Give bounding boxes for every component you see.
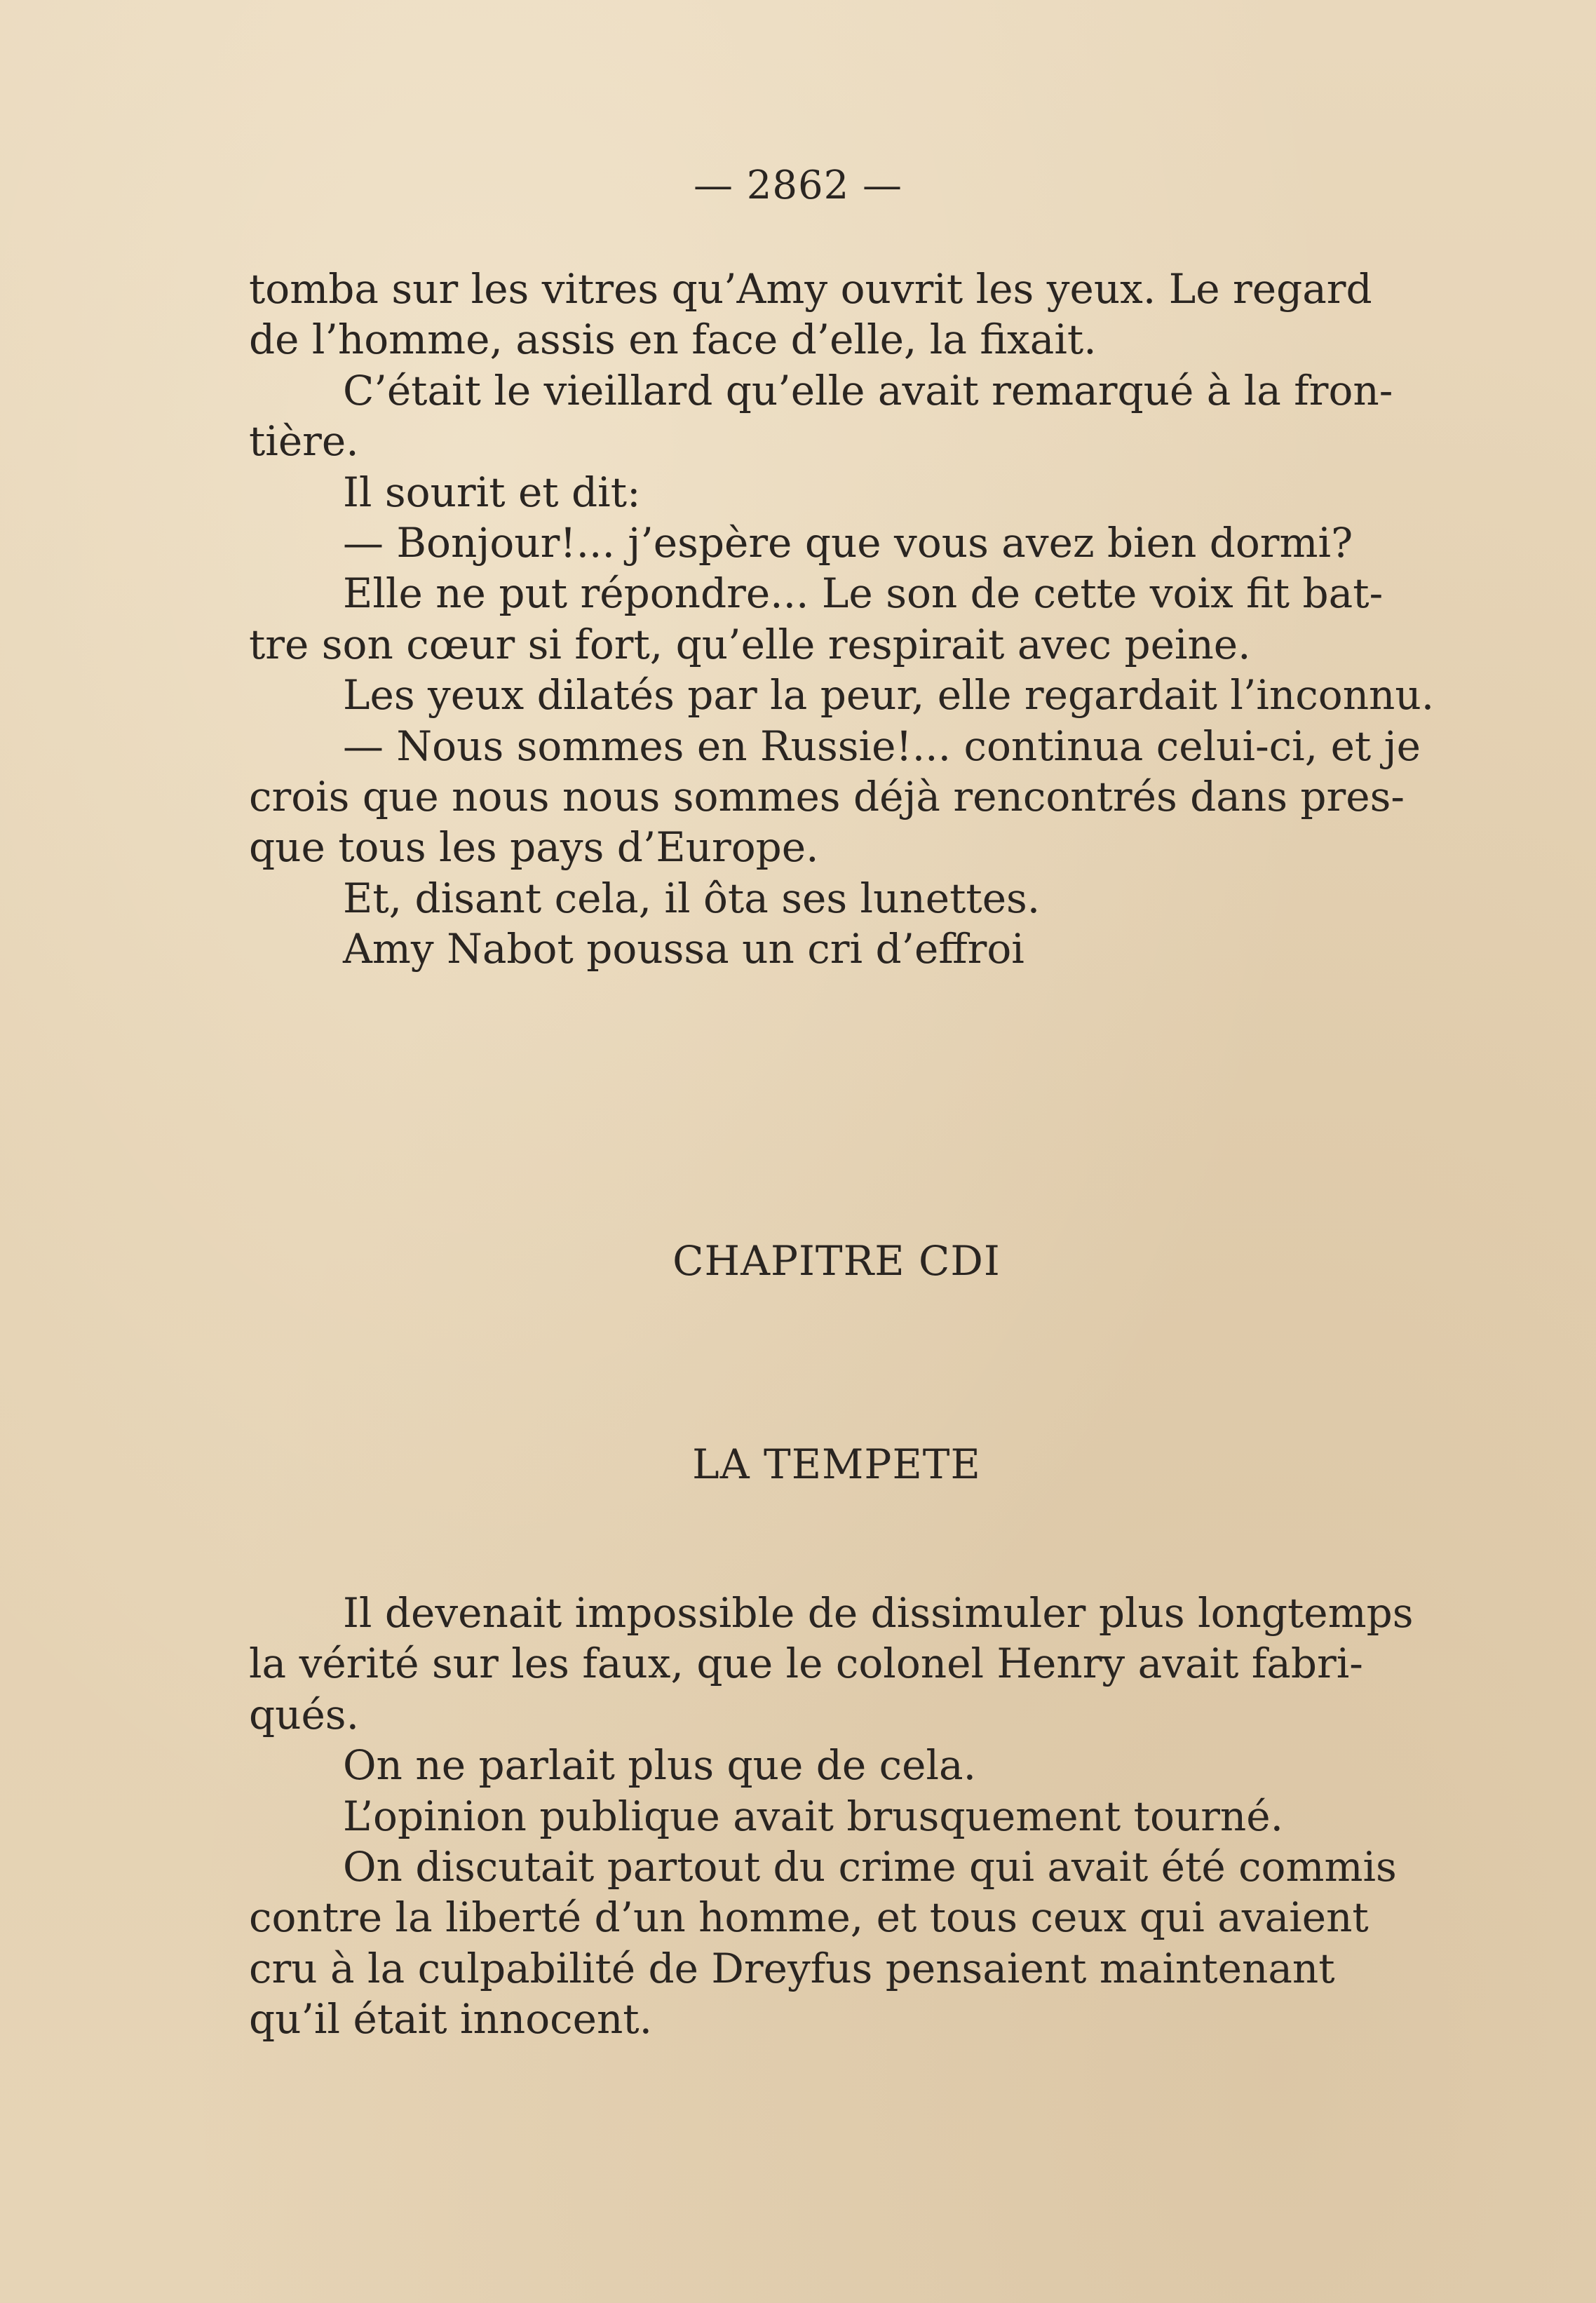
text-line: On ne parlait plus que de cela.	[343, 1741, 977, 1790]
chapter-heading: CHAPITRE CDI	[672, 1237, 1001, 1285]
text-line: tière.	[249, 417, 359, 466]
text-block-bottom	[249, 1588, 1449, 2045]
text-line: la vérité sur les faux, que le colonel Henry avait fabri-	[249, 1640, 1363, 1688]
text-line: crois que nous nous sommes déjà rencontrés dans pres-	[249, 773, 1405, 821]
text-line: — Bonjour!... j’espère que vous avez bien dormi?	[343, 519, 1353, 567]
text-line: Les yeux dilatés par la peur, elle regardait l’inconnu.	[343, 671, 1435, 720]
text-block-top	[249, 264, 1449, 975]
text-line: contre la liberté d’un homme, et tous ceux qui avaient	[249, 1893, 1369, 1942]
text-line: qu’il était innocent.	[249, 1995, 653, 2044]
text-line: On discutait partout du crime qui avait été commis	[343, 1843, 1397, 1891]
text-line: que tous les pays d’Europe.	[249, 823, 819, 872]
text-line: Il sourit et dit:	[343, 468, 641, 516]
text-line: cru à la culpabilité de Dreyfus pensaient maintenant	[249, 1944, 1335, 1992]
section-heading: LA TEMPETE	[692, 1440, 981, 1488]
page-number: — 2862 —	[693, 163, 903, 208]
text-line: Amy Nabot poussa un cri d’effroi	[343, 925, 1024, 973]
text-line: — Nous sommes en Russie!... continua celui-ci, et je	[343, 722, 1421, 770]
text-line: tomba sur les vitres qu’Amy ouvrit les yeux. Le regard	[249, 265, 1372, 313]
text-line: Et, disant cela, il ôta ses lunettes.	[343, 874, 1041, 922]
text-line: de l’homme, assis en face d’elle, la fixait.	[249, 316, 1097, 364]
text-line: tre son cœur si fort, qu’elle respirait avec peine.	[249, 620, 1251, 668]
text-line: C’était le vieillard qu’elle avait remarqué à la fron-	[343, 366, 1393, 414]
text-line: qués.	[249, 1690, 360, 1738]
text-line: L’opinion publique avait brusquement tourné.	[343, 1792, 1284, 1840]
text-line: Elle ne put répondre... Le son de cette voix fit bat-	[343, 569, 1384, 618]
text-line: Il devenait impossible de dissimuler plus longtemps	[343, 1589, 1414, 1637]
